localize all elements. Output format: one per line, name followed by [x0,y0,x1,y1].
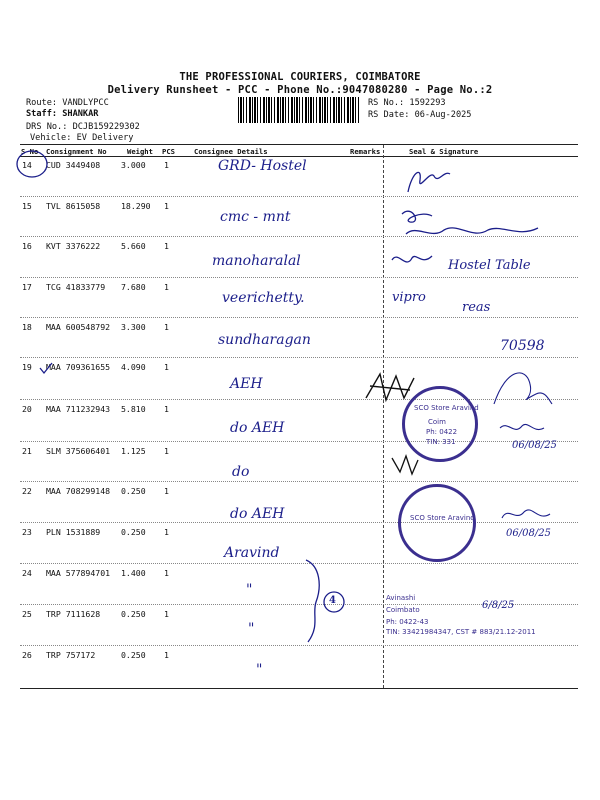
signature-20 [498,418,558,440]
row-divider [20,645,578,646]
row-pcs: 1 [164,322,169,332]
note-reas: reas [462,300,491,315]
row-weight: 5.810 [121,404,146,414]
stamp3-line3: Ph: 0422-43 [386,618,429,626]
row-consignee-handwritten: " [248,621,255,637]
row-consignment: MAA 600548792 [46,322,111,332]
row-consignment: KVT 3376222 [46,241,101,251]
row-sno: 17 [22,282,32,292]
stamp2-line1: SCO Store Aravind [410,514,475,522]
row-consignment: CUD 3449408 [46,160,101,170]
row-sno: 15 [22,201,32,211]
date-mark-1: 06/08/25 [512,440,557,451]
stamp3-line4: TIN: 33421984347, CST # 883/21.12-2011 [386,628,536,636]
row-consignment: TRP 757172 [46,650,96,660]
row-weight: 0.250 [121,609,146,619]
bracket-count: 4 [329,595,336,606]
row-pcs: 1 [164,486,169,496]
row-pcs: 1 [164,362,169,372]
row-pcs: 1 [164,201,169,211]
row-divider [20,481,578,482]
row-consignment: TVL 8615058 [46,201,101,211]
row-weight: 3.000 [121,160,146,170]
row-sno: 20 [22,404,32,414]
row-weight: 1.400 [121,568,146,578]
col-seal-signature: Seal & Signature [409,147,479,156]
signature-21 [388,452,422,478]
col-pcs: PCS [162,147,175,156]
row-sno: 26 [22,650,32,660]
row-divider [20,357,578,358]
row-weight: 4.090 [121,362,146,372]
row-pcs: 1 [164,568,169,578]
row-consignee-handwritten: do AEH [230,420,285,436]
row-weight: 1.125 [121,446,146,456]
col-remarks: Remarks [350,147,381,156]
row-consignment: TRP 7111628 [46,609,101,619]
row-pcs: 1 [164,650,169,660]
row-divider [20,522,578,523]
signature-22 [500,504,560,526]
signature-16 [388,248,438,272]
runsheet-subtitle: Delivery Runsheet - PCC - Phone No.:9047080280 - Page No.:2 [107,84,493,96]
row-pcs: 1 [164,404,169,414]
signature-14 [400,162,460,198]
row-divider [20,277,578,278]
row-consignment: MAA 709361655 [46,362,111,372]
row-consignee-handwritten: Aravind [224,545,280,561]
drs-number: DRS No.: DCJB159229302 [26,122,140,132]
row-pcs: 1 [164,241,169,251]
row-consignee-handwritten: veerichetty. [222,290,305,306]
row-pcs: 1 [164,609,169,619]
row-divider [20,317,578,318]
row-weight: 0.250 [121,486,146,496]
stamp1-line1: SCO Store Aravind [414,404,479,412]
row-weight: 3.300 [121,322,146,332]
route-label: Route: VANDLYPCC [26,98,109,108]
row-sno: 16 [22,241,32,251]
row-weight: 0.250 [121,650,146,660]
tick-mark-19 [38,362,54,376]
header-bottom-rule [20,156,578,157]
row-pcs: 1 [164,527,169,537]
row-divider [20,563,578,564]
row-consignee-handwritten: " [256,662,263,678]
seal-stamp-2 [398,484,476,562]
date-mark-3: 6/8/25 [482,600,515,611]
row-weight: 0.250 [121,527,146,537]
row-divider [20,441,578,442]
row-sno: 21 [22,446,32,456]
stamp1-line3: Ph: 0422 [426,428,458,436]
row-sno: 14 [22,160,32,170]
stamp1-line2: Coim [428,418,446,426]
column-divider [383,145,384,688]
row-pcs: 1 [164,446,169,456]
row-consignee-handwritten: sundharagan [218,332,311,348]
row-consignee-handwritten: do AEH [230,506,285,522]
rs-number: RS No.: 1592293 [368,98,446,108]
row-sno: 24 [22,568,32,578]
row-consignee-handwritten: manoharalal [212,253,301,269]
rs-date: RS Date: 06-Aug-2025 [368,110,472,120]
row-consignment: PLN 1531889 [46,527,101,537]
col-sno: S No [21,147,39,156]
signature-19b [486,364,556,414]
row-divider [20,196,578,197]
row-consignment: MAA 708299148 [46,486,111,496]
row-sno: 25 [22,609,32,619]
note-hostel-table: Hostel Table [448,258,531,273]
stamp3-line1: Avinashi [386,594,416,602]
col-weight: Weight [127,147,153,156]
circle-mark-14 [14,148,50,180]
row-consignee-handwritten: cmc - mnt [220,209,291,225]
row-pcs: 1 [164,160,169,170]
row-consignment: SLM 375606401 [46,446,111,456]
row-weight: 18.290 [121,201,151,211]
table-bottom-rule [20,688,578,689]
row-consignment: TCG 41833779 [46,282,106,292]
barcode [238,97,360,123]
row-consignee-handwritten: do [232,464,250,480]
stamp3-line2: Coimbato [386,606,420,614]
signature-15 [392,200,552,248]
note-vipro: vipro [392,290,426,305]
row-consignee-handwritten: " [246,582,253,598]
col-consignee-details: Consignee Details [194,147,268,156]
vehicle-label: Vehicle: EV Delivery [30,133,134,143]
row-sno: 19 [22,362,32,372]
date-mark-2: 06/08/25 [506,528,551,539]
row-consignment: MAA 711232943 [46,404,111,414]
row-pcs: 1 [164,282,169,292]
header-rule [20,144,578,145]
row-consignee-handwritten: AEH [230,376,263,392]
company-title: THE PROFESSIONAL COURIERS, COIMBATORE [179,71,421,83]
staff-label: Staff: SHANKAR [26,109,99,119]
row-consignee-handwritten: GRD- Hostel [218,158,307,174]
row-sno: 23 [22,527,32,537]
col-consignment: Consignment No [46,147,107,156]
row-sno: 18 [22,322,32,332]
row-sno: 22 [22,486,32,496]
row-weight: 5.660 [121,241,146,251]
stamp1-line4: TIN: 331 [426,438,456,446]
row-weight: 7.680 [121,282,146,292]
row-consignment: MAA 577894701 [46,568,111,578]
note-number: 70598 [500,338,545,354]
